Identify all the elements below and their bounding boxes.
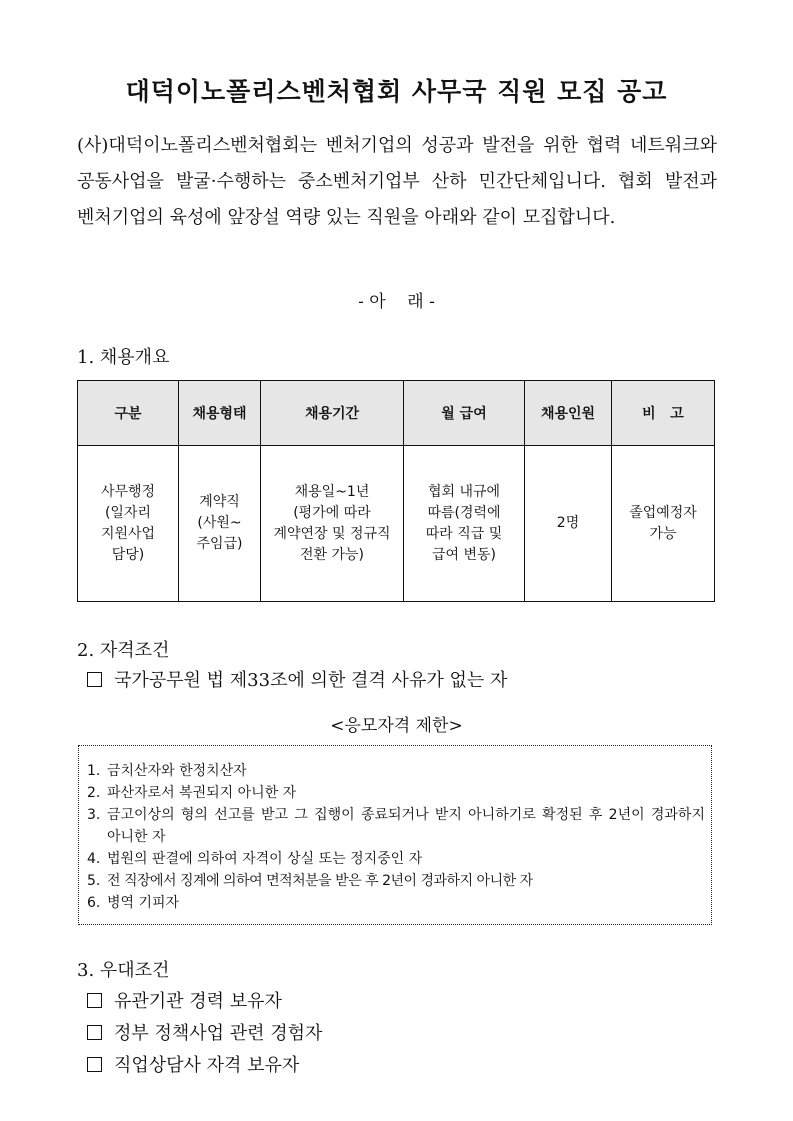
list-item [87,848,705,870]
table-header-cell: 채용기간 [261,381,404,446]
list-item [87,892,705,914]
table-header-cell: 구분 [78,381,179,446]
checkbox-icon [87,993,102,1008]
table-header-cell: 채용형태 [179,381,261,446]
list-item-number: 2. [87,785,101,801]
table-cell: 채용일~1년 (평가에 따라 계약연장 및 정규직 전환 가능) [261,446,404,602]
list-item-text: 금고이상의 형의 선고를 받고 그 집행이 종료되거나 받지 아니하기로 확정된 후 2년이 경과하지 아니한 자 [107,807,705,845]
list-item [87,782,705,804]
checkbox-icon [87,672,102,687]
list-item-number: 5. [87,873,101,889]
checklist-item-text: 국가공무원 법 제33조에 의한 결격 사유가 없는 자 [114,670,508,691]
table-cell: 2명 [525,446,612,602]
page-title: 대덕이노폴리스벤처협회 사무국 직원 모집 공고 [125,77,668,106]
list-item [87,870,705,892]
checklist-item [87,987,282,1013]
checklist-item [87,1051,299,1077]
checklist-item-text: 정부 정책사업 관련 경험자 [114,1023,323,1044]
recruitment-table [77,380,715,602]
table-cell: 협회 내규에 따름(경력에 따라 직급 및 급여 변동) [404,446,525,602]
table-header-cell: 월 급여 [404,381,525,446]
table-cell: 졸업예정자 가능 [612,446,715,602]
restriction-title: <응모자격 제한> [330,716,463,736]
table-header-row [78,381,715,446]
list-item-number: 6. [87,895,101,911]
below-label: - 아 래 - [358,292,435,312]
intro-paragraph: (사)대덕이노폴리스벤처협회는 벤처기업의 성공과 발전을 위한 협력 네트워크와 공동사업을 발굴·수행하는 중소벤처기업부 산하 민간단체입니다. 협회 발전과 벤처기업의 육성에 앞장설 역량 있는 직원을 아래와 같이 모집합니다. [77,135,717,228]
list-item [87,804,705,848]
checkbox-icon [87,1025,102,1040]
checkbox-icon [87,1057,102,1072]
list-item-number: 1. [87,763,101,779]
list-item [87,760,705,782]
checklist-item-text: 유관기관 경력 보유자 [114,991,282,1012]
table-cell: 사무행정 (일자리 지원사업 담당) [78,446,179,602]
list-item-text: 병역 기피자 [107,895,180,911]
section-heading-overview: 1. 채용개요 [77,347,170,368]
table-header-cell: 비 고 [612,381,715,446]
checklist-item [87,1019,322,1045]
table-row [78,446,715,602]
table-cell: 계약직 (사원~ 주임급) [179,446,261,602]
list-item-number: 3. [87,807,101,823]
section-heading-preferences: 3. 우대조건 [77,960,170,981]
list-item-number: 4. [87,851,101,867]
list-item-text: 전 직장에서 징계에 의하여 면적처분을 받은 후 2년이 경과하지 아니한 자 [107,873,533,889]
table-header-cell: 채용인원 [525,381,612,446]
checklist-item-text: 직업상담사 자격 보유자 [114,1055,300,1076]
list-item-text: 금치산자와 한정치산자 [107,763,247,779]
list-item-text: 법원의 판결에 의하여 자격이 상실 또는 정지중인 자 [107,851,423,867]
section-heading-qualifications: 2. 자격조건 [77,640,170,661]
checklist-item [87,666,507,692]
restriction-box [78,745,712,925]
list-item-text: 파산자로서 복권되지 아니한 자 [107,785,297,801]
